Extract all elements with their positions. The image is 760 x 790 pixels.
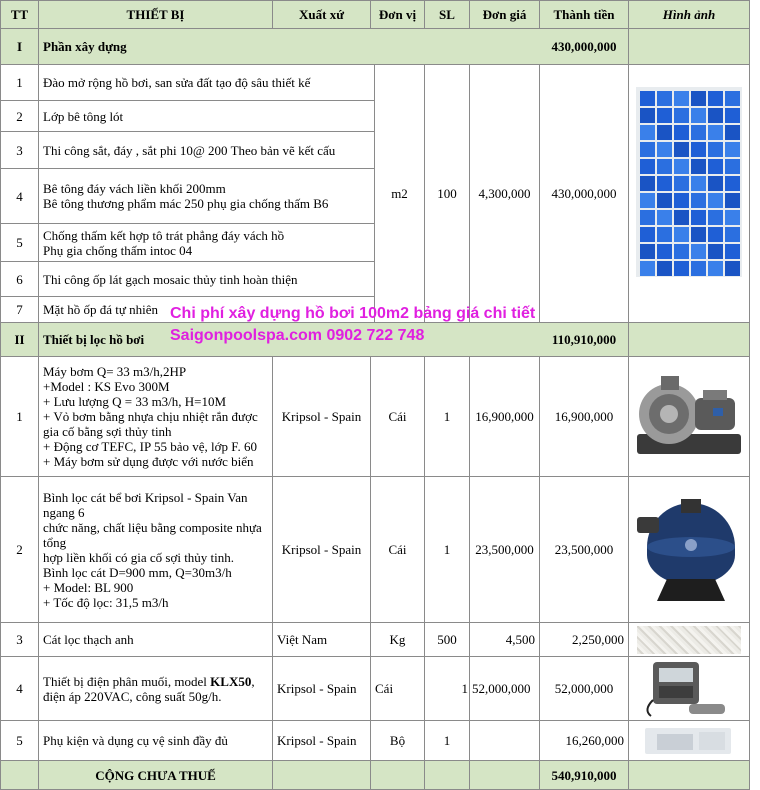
mosaic-tile bbox=[640, 244, 655, 259]
mosaic-tile bbox=[708, 125, 723, 140]
s1-image-cell bbox=[629, 65, 750, 323]
s2-row-desc: Máy bơm Q= 33 m3/h,2HP +Model : KS Evo 300M + Lưu lượng Q = 33 m3/h, H=10M + Vỏ bơm bằng nhựa chịu nhiệt rắn được gia cố bằng sợi thủy tinh + Động cơ TEFC, IP 55 bảo vệ, lớp F. 60 + Máy bơm sử dụng được với nước biển bbox=[39, 357, 273, 477]
s1-row-tt: 1 bbox=[1, 65, 39, 101]
skimmer-image bbox=[639, 724, 739, 758]
section2-image-cell bbox=[629, 323, 750, 357]
s2-row-tt: 1 bbox=[1, 357, 39, 477]
s2-row-qty: 1 bbox=[425, 657, 470, 721]
s2-row-unit: Cái bbox=[371, 357, 425, 477]
mosaic-tile bbox=[725, 227, 740, 242]
mosaic-tile bbox=[691, 244, 706, 259]
s2-row-image-cell bbox=[629, 721, 750, 761]
header-qty: SL bbox=[425, 1, 470, 29]
mosaic-tile bbox=[640, 125, 655, 140]
footer-empty bbox=[371, 761, 425, 790]
mosaic-tile bbox=[674, 210, 689, 225]
mosaic-tile bbox=[725, 193, 740, 208]
mosaic-tile bbox=[640, 210, 655, 225]
mosaic-tile bbox=[674, 244, 689, 259]
s2-row-tt: 5 bbox=[1, 721, 39, 761]
mosaic-tile bbox=[640, 142, 655, 157]
s2-row-origin: Kripsol - Spain bbox=[273, 477, 371, 623]
s2-row-amount: 23,500,000 bbox=[540, 477, 629, 623]
quartz-sand-image bbox=[637, 626, 741, 654]
overlay-title: Chi phí xây dựng hồ bơi 100m2 bảng giá chi tiết bbox=[170, 305, 536, 322]
s1-row-desc: Lớp bê tông lót bbox=[39, 101, 375, 132]
mosaic-tile bbox=[691, 142, 706, 157]
s2-row-desc-post: , điện áp 220VAC, công suất 50g/h. bbox=[43, 673, 255, 704]
mosaic-tile bbox=[674, 227, 689, 242]
header-unit: Đơn vị bbox=[371, 1, 425, 29]
footer-empty bbox=[273, 761, 371, 790]
mosaic-tile bbox=[657, 108, 672, 123]
mosaic-tile bbox=[725, 244, 740, 259]
pool-pump-image bbox=[633, 372, 745, 462]
footer-empty bbox=[470, 761, 540, 790]
mosaic-tile bbox=[691, 227, 706, 242]
mosaic-tile bbox=[708, 227, 723, 242]
s1-amount: 430,000,000 bbox=[540, 65, 629, 323]
s1-row-desc: Bê tông đáy vách liền khối 200mm Bê tông thương phẩm mác 250 phụ gia chống thấm B6 bbox=[39, 169, 375, 224]
mosaic-tile bbox=[657, 210, 672, 225]
mosaic-tile bbox=[674, 176, 689, 191]
s1-unit: m2 bbox=[375, 65, 425, 323]
mosaic-tile bbox=[725, 159, 740, 174]
header-total: Thành tiền bbox=[540, 1, 629, 29]
mosaic-tile bbox=[691, 210, 706, 225]
mosaic-tile bbox=[708, 142, 723, 157]
mosaic-tile bbox=[674, 125, 689, 140]
s1-price: 4,300,000 bbox=[470, 65, 540, 323]
header-image: Hình ảnh bbox=[629, 1, 750, 29]
footer-total: 540,910,000 bbox=[540, 761, 629, 790]
section2-num: II bbox=[1, 323, 39, 357]
section2-total: 110,910,000 bbox=[540, 323, 629, 357]
section1-total: 430,000,000 bbox=[540, 29, 629, 65]
mosaic-tile bbox=[674, 193, 689, 208]
section1-num: I bbox=[1, 29, 39, 65]
s1-row-desc: Thi công sắt, đáy , sắt phi 10@ 200 Theo bản vẽ kết cấu bbox=[39, 132, 375, 169]
mosaic-tile-image bbox=[636, 87, 742, 277]
mosaic-tile bbox=[708, 108, 723, 123]
s1-row-desc: Thi công ốp lát gạch mosaic thủy tinh hoàn thiện bbox=[39, 262, 375, 297]
s2-row-image-cell bbox=[629, 477, 750, 623]
section1-title: Phần xây dựng bbox=[39, 29, 540, 65]
s1-row-desc: Chống thấm kết hợp tô trát phẳng đáy vách hồ Phụ gia chống thấm intoc 04 bbox=[39, 224, 375, 262]
header-device: THIẾT BỊ bbox=[39, 1, 273, 29]
s1-row-tt: 6 bbox=[1, 262, 39, 297]
footer-tt-cell bbox=[1, 761, 39, 790]
header-origin: Xuất xứ bbox=[273, 1, 371, 29]
mosaic-tile bbox=[725, 108, 740, 123]
s2-row-origin: Kripsol - Spain bbox=[273, 357, 371, 477]
mosaic-tile bbox=[725, 142, 740, 157]
footer-label: CỘNG CHƯA THUẾ bbox=[39, 761, 273, 790]
mosaic-tile bbox=[657, 125, 672, 140]
mosaic-tile bbox=[725, 125, 740, 140]
s2-row-desc bbox=[39, 657, 273, 721]
mosaic-tile bbox=[640, 176, 655, 191]
salt-chlorinator-image bbox=[639, 660, 739, 718]
mosaic-tile bbox=[640, 91, 655, 106]
header-price: Đơn giá bbox=[470, 1, 540, 29]
footer-empty bbox=[425, 761, 470, 790]
s2-row-image-cell bbox=[629, 357, 750, 477]
mosaic-tile bbox=[657, 193, 672, 208]
mosaic-tile bbox=[691, 108, 706, 123]
section1-image-cell bbox=[629, 29, 750, 65]
overlay-contact: Saigonpoolspa.com 0902 722 748 bbox=[170, 327, 425, 344]
s1-qty: 100 bbox=[425, 65, 470, 323]
mosaic-tile bbox=[640, 227, 655, 242]
s2-row-qty: 1 bbox=[425, 477, 470, 623]
mosaic-tile bbox=[640, 193, 655, 208]
mosaic-tile bbox=[657, 91, 672, 106]
s1-row-tt: 2 bbox=[1, 101, 39, 132]
s2-row-price: 23,500,000 bbox=[470, 477, 540, 623]
s2-row-tt: 3 bbox=[1, 623, 39, 657]
mosaic-tile bbox=[657, 227, 672, 242]
s2-row-origin: Việt Nam bbox=[273, 623, 371, 657]
s2-row-qty: 500 bbox=[425, 623, 470, 657]
s2-row-unit: Bộ bbox=[371, 721, 425, 761]
mosaic-tile bbox=[725, 176, 740, 191]
mosaic-tile bbox=[674, 91, 689, 106]
s2-row-unit: Cái bbox=[371, 477, 425, 623]
mosaic-tile bbox=[674, 261, 689, 276]
sand-filter-image bbox=[633, 495, 745, 605]
mosaic-tile bbox=[691, 261, 706, 276]
s1-row-tt: 3 bbox=[1, 132, 39, 169]
mosaic-tile bbox=[640, 159, 655, 174]
s2-row-amount: 2,250,000 bbox=[540, 623, 629, 657]
s2-row-image-cell bbox=[629, 623, 750, 657]
s2-row-price: 16,900,000 bbox=[470, 357, 540, 477]
s2-row-desc: Phụ kiện và dụng cụ vệ sinh đầy đủ bbox=[39, 721, 273, 761]
mosaic-tile bbox=[691, 159, 706, 174]
s2-row-amount: 16,900,000 bbox=[540, 357, 629, 477]
s2-row-unit: Kg bbox=[371, 623, 425, 657]
s1-row-desc: Đào mở rộng hồ bơi, san sửa đất tạo độ sâu thiết kế bbox=[39, 65, 375, 101]
mosaic-tile bbox=[657, 142, 672, 157]
mosaic-tile bbox=[725, 261, 740, 276]
s1-row-tt: 4 bbox=[1, 169, 39, 224]
mosaic-tile bbox=[708, 210, 723, 225]
s2-row-desc: Bình lọc cát bể bơi Kripsol - Spain Van ngang 6 chức năng, chất liệu bằng composite nhựa tổng hợp liền khối có gia cố sợi thủy tinh. Bình lọc cát D=900 mm, Q=30m3/h + Model: BL 900 + Tốc độ lọc: 31,5 m3/h bbox=[39, 477, 273, 623]
mosaic-tile bbox=[640, 261, 655, 276]
s1-row-desc: Mặt hồ ốp đá tự nhiên bbox=[39, 297, 375, 323]
s2-row-desc: Cát lọc thạch anh bbox=[39, 623, 273, 657]
mosaic-tile bbox=[691, 125, 706, 140]
mosaic-tile bbox=[708, 244, 723, 259]
s2-row-tt: 2 bbox=[1, 477, 39, 623]
mosaic-tile bbox=[657, 261, 672, 276]
s2-row-image-cell bbox=[629, 657, 750, 721]
s2-row-qty: 1 bbox=[425, 357, 470, 477]
s1-row-tt: 5 bbox=[1, 224, 39, 262]
mosaic-tile bbox=[657, 244, 672, 259]
mosaic-tile bbox=[674, 159, 689, 174]
mosaic-tile bbox=[674, 142, 689, 157]
footer-empty bbox=[629, 761, 750, 790]
s2-row-origin: Kripsol - Spain bbox=[273, 657, 371, 721]
mosaic-tile bbox=[691, 193, 706, 208]
s2-row-amount: 16,260,000 bbox=[540, 721, 629, 761]
mosaic-tile bbox=[708, 159, 723, 174]
mosaic-tile bbox=[725, 91, 740, 106]
s2-row-desc-model: KLX50 bbox=[210, 673, 252, 689]
s2-row-price: 4,500 bbox=[470, 623, 540, 657]
mosaic-tile bbox=[708, 261, 723, 276]
mosaic-tile bbox=[657, 159, 672, 174]
s2-row-qty: 1 bbox=[425, 721, 470, 761]
mosaic-tile bbox=[708, 176, 723, 191]
s2-row-price: 52,000,000 bbox=[470, 657, 540, 721]
mosaic-tile bbox=[691, 176, 706, 191]
s2-row-amount: 52,000,000 bbox=[540, 657, 629, 721]
mosaic-tile bbox=[708, 91, 723, 106]
mosaic-tile bbox=[640, 108, 655, 123]
mosaic-tile bbox=[691, 91, 706, 106]
mosaic-tile bbox=[674, 108, 689, 123]
s2-row-tt: 4 bbox=[1, 657, 39, 721]
header-tt: TT bbox=[1, 1, 39, 29]
mosaic-tile bbox=[708, 193, 723, 208]
mosaic-tile bbox=[657, 176, 672, 191]
s1-row-tt: 7 bbox=[1, 297, 39, 323]
mosaic-tile bbox=[725, 210, 740, 225]
s2-row-desc-pre: Thiết bị điện phân muối, model bbox=[43, 673, 211, 689]
s2-row-origin: Kripsol - Spain bbox=[273, 721, 371, 761]
section2-title: Thiết bị lọc hồ bơi bbox=[39, 323, 540, 357]
s2-row-price bbox=[470, 721, 540, 761]
s2-row-unit: Cái bbox=[371, 657, 425, 721]
